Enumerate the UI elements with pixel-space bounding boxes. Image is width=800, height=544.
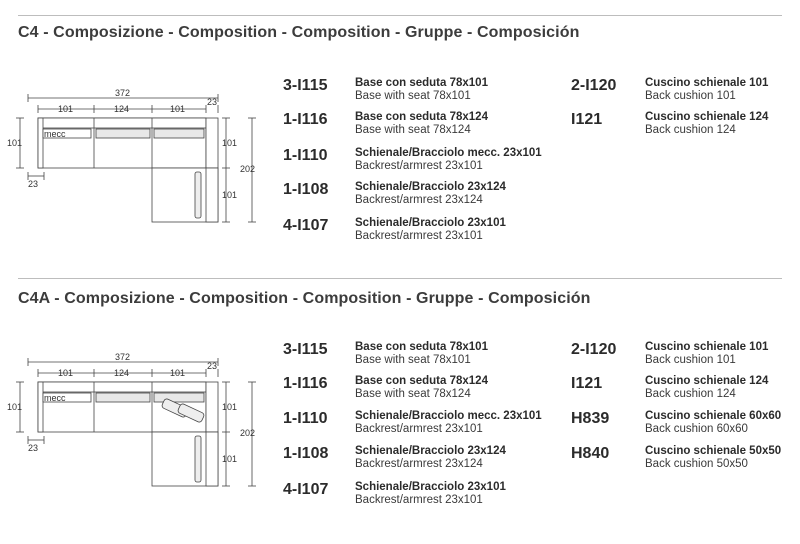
item-desc-it: Cuscino schienale 101 — [645, 341, 769, 353]
item-code: 4-I107 — [283, 481, 329, 498]
item-code: I121 — [571, 111, 603, 128]
item-desc-it: Schienale/Bracciolo 23x101 — [355, 481, 506, 493]
section-title: C4A - Composizione - Composition - Composition - Gruppe - Composición — [18, 290, 591, 307]
item-code: 1-I110 — [283, 147, 328, 164]
item-code: 3-I115 — [283, 341, 328, 358]
item-desc-en: Back cushion 101 — [645, 354, 736, 366]
mecc-label: mecc — [44, 129, 66, 139]
mecc-label: mecc — [44, 393, 66, 403]
item-code: 1-I116 — [283, 375, 328, 392]
dim-left-height: 101 — [7, 138, 23, 148]
dim-right-lower: 101 — [222, 190, 238, 200]
dim-left-height: 101 — [7, 402, 23, 412]
item-desc-it: Base con seduta 78x101 — [355, 341, 488, 353]
middle-divider — [18, 278, 782, 279]
item-desc-it: Base con seduta 78x101 — [355, 77, 488, 89]
item-desc-en: Base with seat 78x124 — [355, 388, 471, 400]
dim-right-total: 202 — [240, 428, 256, 438]
item-code: 4-I107 — [283, 217, 329, 234]
item-desc-it: Schienale/Bracciolo mecc. 23x101 — [355, 410, 542, 422]
dim-arm-top: 23 — [207, 97, 218, 107]
section-title: C4 - Composizione - Composition - Composition - Gruppe - Composición — [18, 24, 580, 41]
composition-c4 — [0, 16, 800, 278]
sofa-plan-drawing — [0, 16, 280, 278]
item-desc-it: Schienale/Bracciolo mecc. 23x101 — [355, 147, 542, 159]
item-code: I121 — [571, 375, 603, 392]
dim-right-upper: 101 — [222, 402, 238, 412]
dim-seg3: 101 — [170, 104, 186, 114]
item-desc-en: Backrest/armrest 23x124 — [355, 194, 483, 206]
item-desc-it: Cuscino schienale 124 — [645, 111, 769, 123]
item-desc-it: Schienale/Bracciolo 23x101 — [355, 217, 506, 229]
item-desc-en: Backrest/armrest 23x101 — [355, 494, 483, 506]
dim-seg1: 101 — [58, 104, 74, 114]
item-desc-it: Base con seduta 78x124 — [355, 111, 488, 123]
item-code: 2-I120 — [571, 341, 617, 358]
dim-seg2: 124 — [114, 104, 130, 114]
item-code: 1-I108 — [283, 445, 329, 462]
item-desc-en: Back cushion 60x60 — [645, 423, 748, 435]
sofa-plan-drawing — [0, 282, 280, 544]
item-desc-en: Back cushion 124 — [645, 124, 736, 136]
item-code: H840 — [571, 445, 610, 462]
item-desc-it: Cuscino schienale 124 — [645, 375, 769, 387]
item-code: 3-I115 — [283, 77, 328, 94]
item-code: H839 — [571, 410, 610, 427]
item-desc-en: Base with seat 78x101 — [355, 90, 471, 102]
item-desc-en: Backrest/armrest 23x101 — [355, 423, 483, 435]
item-desc-en: Base with seat 78x101 — [355, 354, 471, 366]
dim-right-lower: 101 — [222, 454, 238, 464]
item-desc-it: Cuscino schienale 101 — [645, 77, 769, 89]
item-desc-en: Back cushion 50x50 — [645, 458, 748, 470]
item-desc-it: Cuscino schienale 50x50 — [645, 445, 782, 457]
item-desc-it: Schienale/Bracciolo 23x124 — [355, 445, 506, 457]
item-desc-en: Base with seat 78x124 — [355, 124, 471, 136]
item-code: 1-I116 — [283, 111, 328, 128]
item-desc-en: Backrest/armrest 23x101 — [355, 230, 483, 242]
item-desc-en: Backrest/armrest 23x124 — [355, 458, 483, 470]
dim-arm-bottom: 23 — [28, 443, 39, 453]
item-desc-en: Backrest/armrest 23x101 — [355, 160, 483, 172]
item-code: 1-I108 — [283, 181, 329, 198]
dim-seg3: 101 — [170, 368, 186, 378]
dim-total-width: 372 — [115, 88, 131, 98]
item-desc-en: Back cushion 101 — [645, 90, 736, 102]
dim-seg1: 101 — [58, 368, 74, 378]
item-code: 1-I110 — [283, 410, 328, 427]
dim-arm-bottom: 23 — [28, 179, 39, 189]
dim-right-total: 202 — [240, 164, 256, 174]
dim-arm-top: 23 — [207, 361, 218, 371]
item-code: 2-I120 — [571, 77, 617, 94]
dim-seg2: 124 — [114, 368, 130, 378]
dim-total-width: 372 — [115, 352, 131, 362]
item-desc-en: Back cushion 124 — [645, 388, 736, 400]
item-desc-it: Base con seduta 78x124 — [355, 375, 488, 387]
item-desc-it: Cuscino schienale 60x60 — [645, 410, 782, 422]
dim-right-upper: 101 — [222, 138, 238, 148]
item-desc-it: Schienale/Bracciolo 23x124 — [355, 181, 506, 193]
composition-c4a — [0, 282, 800, 544]
